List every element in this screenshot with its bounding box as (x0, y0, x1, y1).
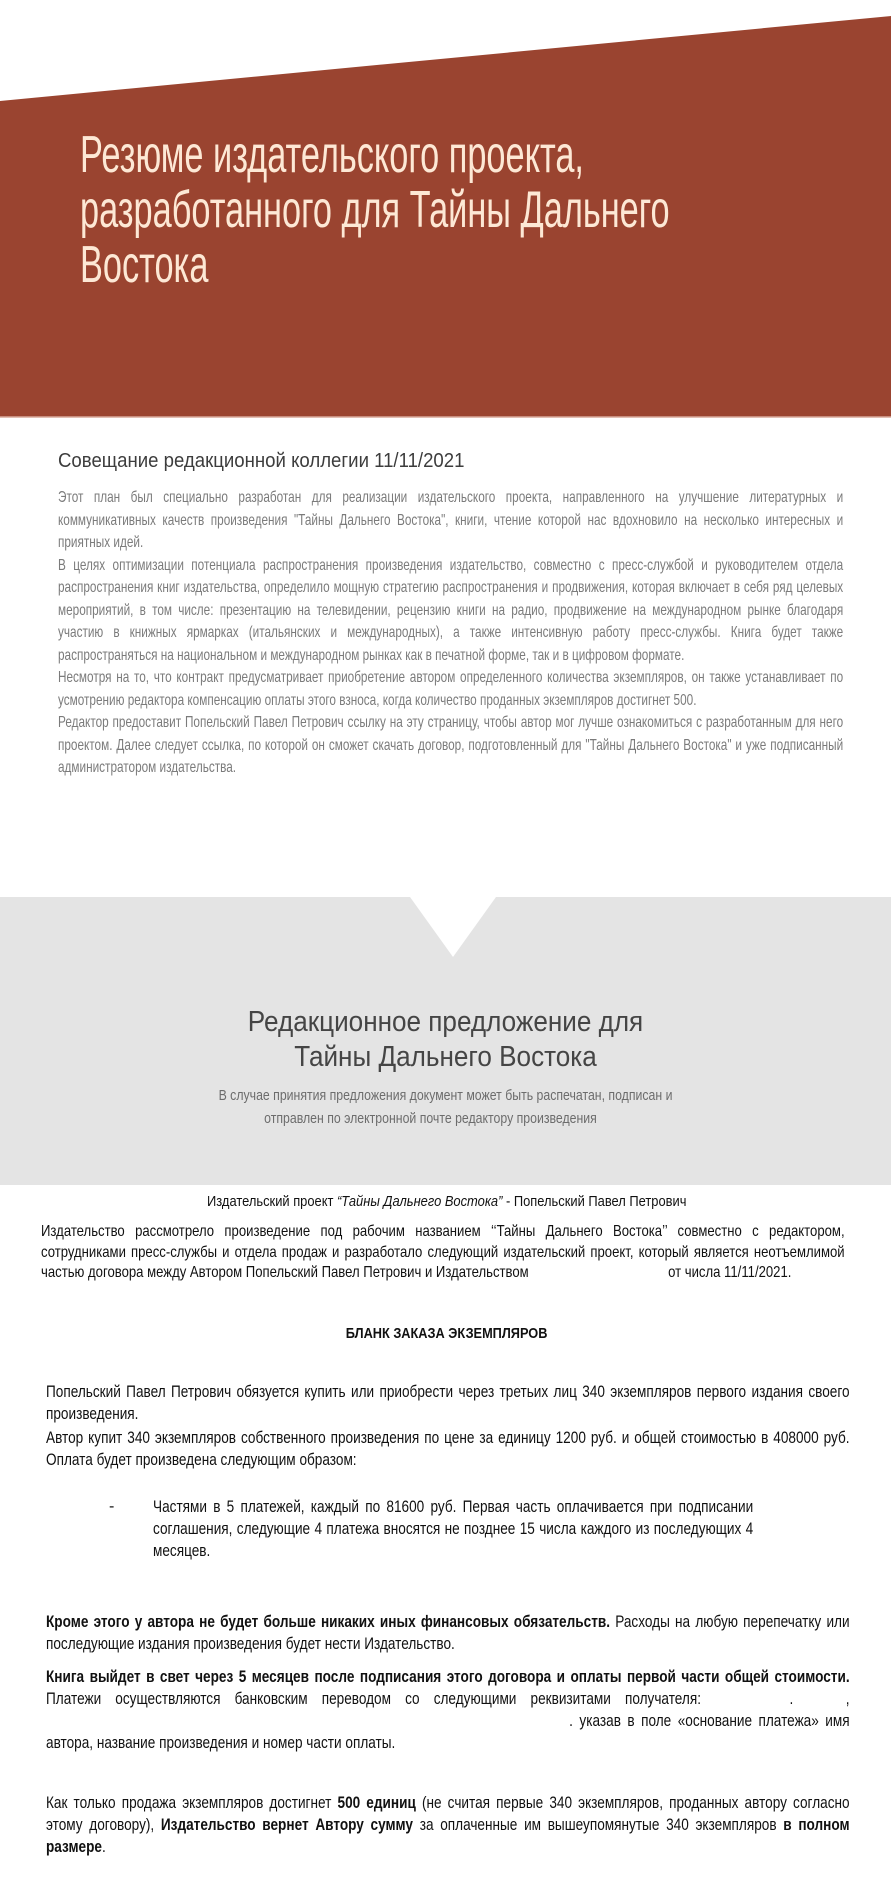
offer-title-line: Тайны Дальнего Востока (294, 1041, 597, 1073)
no-other-obligations (46, 1611, 850, 1655)
order-form-title-text: БЛАНК ЗАКАЗА ЭКЗЕМПЛЯРОВ (346, 1325, 548, 1342)
contract-intro-date: от числа 11/11/2021. (668, 1264, 792, 1282)
hero-title-line: разработанного для Тайны Дальнего (80, 181, 670, 239)
no-other-obligations-bold: Кроме этого у автора не будет больше никаких иных финансовых обязательств. (46, 1612, 611, 1631)
offer-subtitle-line: отправлен по электронной почте редактору произведения (264, 1110, 597, 1127)
project-line-suffix: - Попельский Павел Петрович (502, 1193, 687, 1210)
refund-terms-bold: в полном размере (46, 1815, 850, 1856)
hero-title (80, 128, 740, 293)
meeting-paragraph: Этот план был специально разработан для реализации издательского проекта, направленного на улучшение литературных и коммуникативных качеств произведения "Тайны Дальнего Востока", книги, чтение которой нас вдохновило на несколько интересных и приятных идей. (58, 489, 844, 551)
hero-banner (0, 0, 894, 418)
contract-intro (41, 1222, 845, 1284)
publication-terms (46, 1666, 850, 1754)
project-line (0, 1192, 894, 1212)
refund-terms-bold: Издательство вернет Автору сумму (160, 1815, 414, 1834)
contract-intro-text: Издательство рассмотрело произведение под рабочим названием ‘‘Тайны Дальнего Востока’’ совместно с редактором, сотрудниками пресс-службы и отдела продаж и разработало следующий издательский проект, который является неотъемлимой частью договора между Автором Попельский Павел Петрович и Издательством (41, 1223, 845, 1282)
project-line-prefix: Издательский проект (207, 1193, 338, 1210)
separator: . (789, 1689, 794, 1708)
refund-terms-text: Как только продажа экземпляров достигнет (46, 1793, 338, 1812)
publication-terms-bold: Книга выйдет в свет через 5 месяцев после подписания этого договора и оплаты первой части общей стоимости. (46, 1667, 850, 1686)
no-other-obligations-rest: Расходы на любую перепечатку или последующие издания произведения будет нести Издательство. (46, 1612, 850, 1653)
payment-installments: Частями в 5 платежей, каждый по 81600 руб. Первая часть оплачивается при подписании соглашения, следующие 4 платежа вносятся не позднее 15 числа каждого из последующих 4 месяцев. (153, 1497, 754, 1560)
refund-terms-bold: 500 единиц (337, 1793, 416, 1812)
refund-terms-text: за оплаченные им вышеупомянутые 340 экземпляров (413, 1815, 784, 1834)
separator: . (569, 1711, 573, 1730)
offer-subtitle-line: В случае принятия предложения документ может быть распечатан, подписан и (218, 1087, 673, 1104)
separator: , (845, 1689, 850, 1708)
meeting-section (58, 448, 844, 474)
purchase-obligation: Попельский Павел Петрович обязуется купить или приобрести через третьих лиц 340 экземпляров первого издания своего произведения. (46, 1382, 850, 1423)
meeting-body (58, 487, 843, 780)
order-form-title (0, 1324, 894, 1344)
meeting-paragraph: Несмотря на то, что контракт предусматривает приобретение автором определенного количества экземпляров, он также устанавливает по усмотрению редактора компенсацию оплаты этого взноса, когда количество проданных экземпляров достигнет 500. (58, 669, 844, 709)
project-line-title: “Тайны Дальнего Востока” (337, 1193, 503, 1210)
offer-section (0, 897, 891, 1185)
hero-title-line: Резюме издательского проекта, (80, 126, 584, 184)
meeting-heading: Совещание редакционной коллегии 11/11/2021 (58, 450, 465, 472)
refund-terms-text: (не считая первые 340 экземпляров, проданных автору согласно этому договору), (46, 1793, 850, 1834)
refund-terms (46, 1792, 850, 1858)
publication-terms-rest: Платежи осуществляются банковским переводом со следующими реквизитами получателя: (46, 1689, 701, 1708)
purchase-terms: Автор купит 340 экземпляров собственного произведения по цене за единицу 1200 руб. и общей стоимостью в 408000 руб. Оплата будет произведена следующим образом: (46, 1428, 850, 1469)
meeting-paragraph: В целях оптимизации потенциала распространения произведения издательство, совместно с пресс-службой и руководителем отдела распространения книг издательства, определило мощную стратегию распространения и продвижения, которая включает в себя ряд целевых мероприятий, в том числе: презентацию на телевидении, рецензию книги на радио, продвижение на международном рынке благодаря участию в книжных ярмарках (итальянских и международных), а также интенсивную работу пресс-службы. Книга будет также распространяться на национальном и международном рынках как в печатной форме, так и в цифровом формате. (58, 556, 844, 664)
offer-subtitle (0, 1084, 891, 1130)
section-notch-arrow (410, 897, 496, 957)
publication-terms-tail: указав в поле «основание платежа» имя автора, название произведения и номер части оплаты. (46, 1711, 850, 1752)
meeting-paragraph: Редактор предоставит Попельский Павел Петрович ссылку на эту страницу, чтобы автор мог лучше ознакомиться с разработанным для него проектом. Далее следует ссылка, по которой он сможет скачать договор, подготовленный для "Тайны Дальнего Востока" и уже подписанный администратором издательства. (58, 714, 844, 776)
refund-terms-text: . (101, 1837, 106, 1856)
hero-title-line: Востока (80, 236, 209, 294)
bullet-marker: - (109, 1498, 115, 1515)
offer-title (0, 1005, 891, 1075)
offer-title-line: Редакционное предложение для (247, 1006, 644, 1038)
